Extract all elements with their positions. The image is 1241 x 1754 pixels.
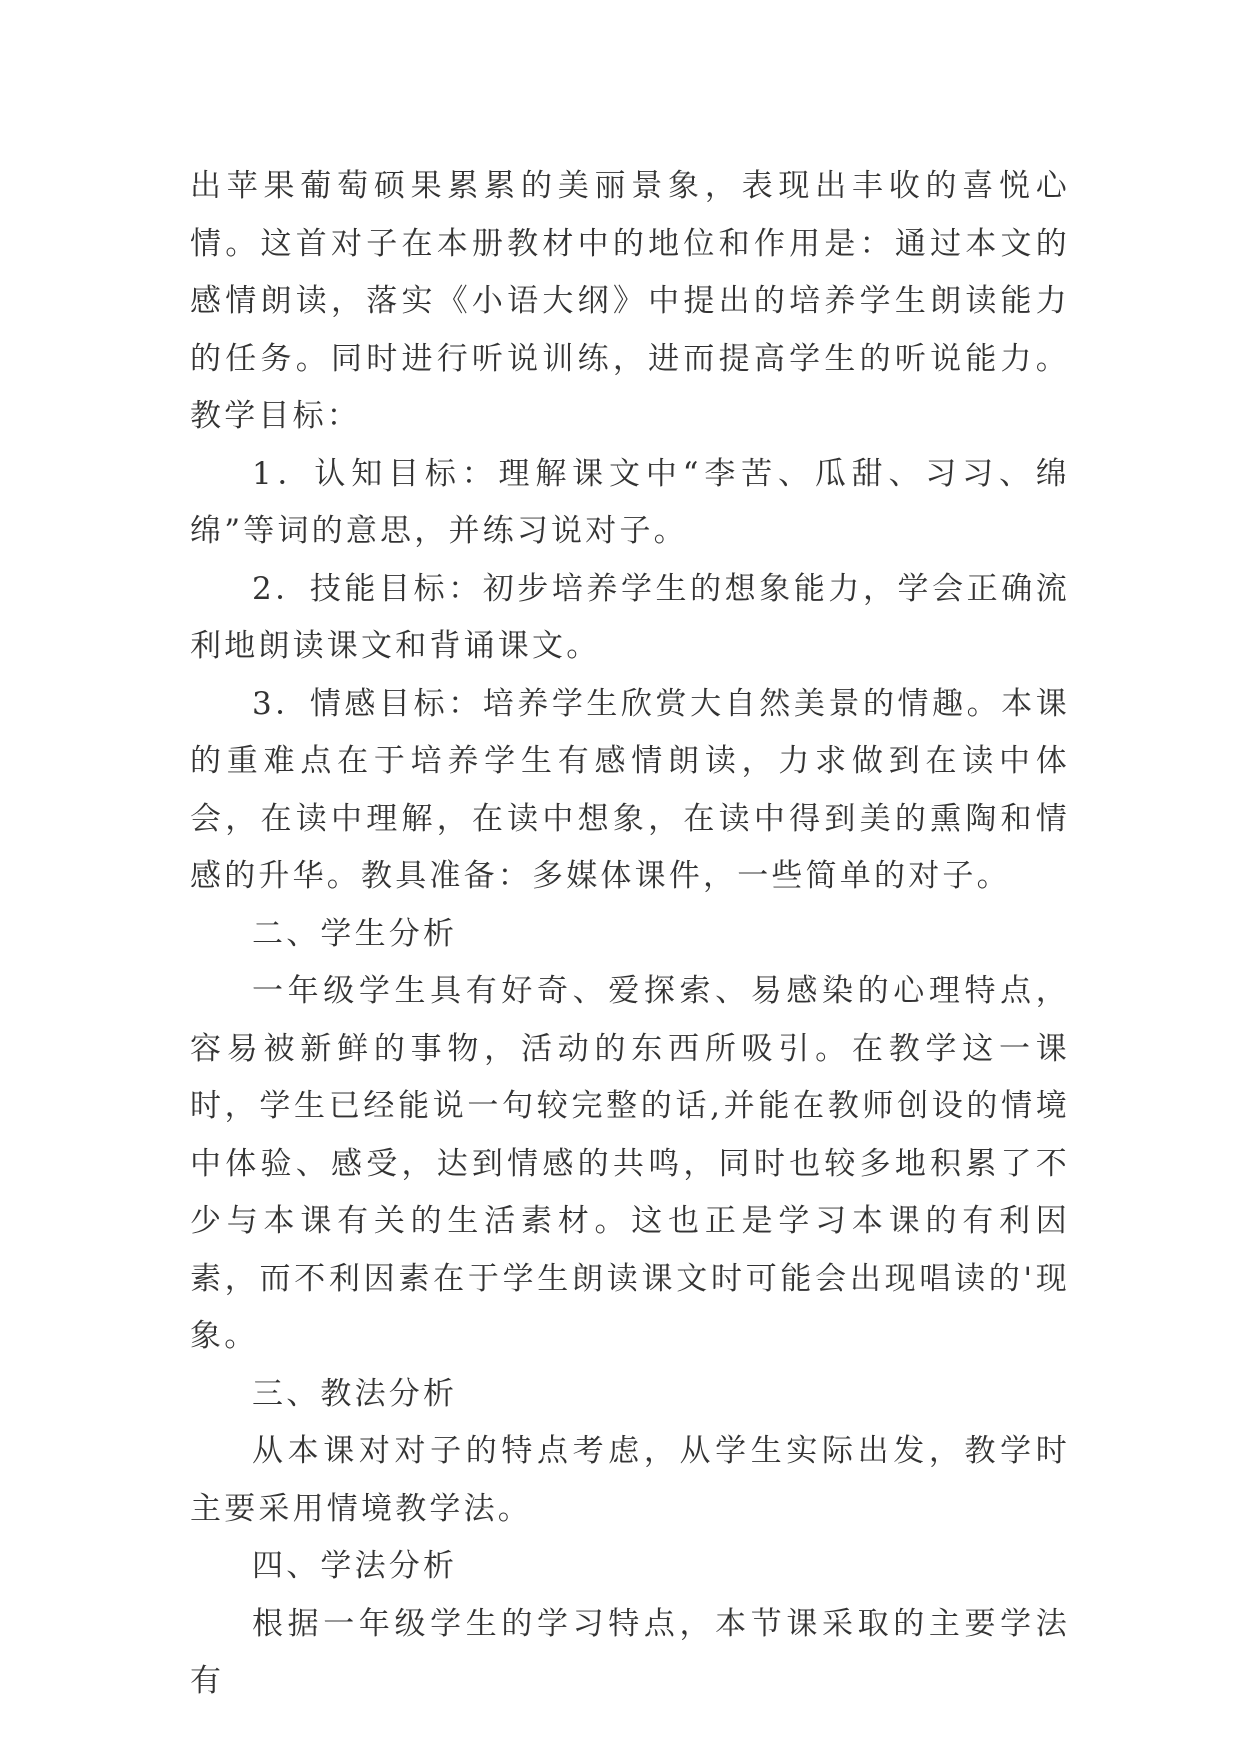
paragraph-goal-emotion: 3．情感目标：培养学生欣赏大自然美景的情趣。本课的重难点在于培养学生有感情朗读，力求做到在读中体会，在读中理解，在读中想象，在读中得到美的熏陶和情感的升华。教具准备：多媒体课件，一些简单的对子。 (190, 685, 1070, 894)
paragraph-learning-method: 根据一年级学生的学习特点，本节课采取的主要学法有 (190, 1605, 1070, 1699)
paragraph-intro: 出苹果葡萄硕果累累的美丽景象，表现出丰收的喜悦心情。这首对子在本册教材中的地位和作用是：通过本文的感情朗读，落实《小语大纲》中提出的培养学生朗读能力的任务。同时进行听说训练，进而提高学生的听说能力。教学目标： (190, 168, 1070, 434)
paragraph-goal-cognitive: 1．认知目标：理解课文中“李苦、瓜甜、习习、绵绵”等词的意思，并练习说对子。 (190, 455, 1070, 549)
section-heading-teaching-method: 三、教法分析 (252, 1375, 458, 1412)
paragraph-teaching-method: 从本课对对子的特点考虑，从学生实际出发，教学时主要采用情境教学法。 (190, 1433, 1070, 1527)
paragraph-student-analysis: 一年级学生具有好奇、爱探索、易感染的心理特点，容易被新鲜的事物，活动的东西所吸引。在教学这一课时，学生已经能说一句较完整的话,并能在教师创设的情境中体验、感受，达到情感的共鸣，同时也较多地积累了不少与本课有关的生活素材。这也正是学习本课的有利因素，而不利因素在于学生朗读课文时可能会出现唱读的'现象。 (190, 973, 1070, 1354)
document-body (190, 158, 1070, 1711)
section-heading-learning-method: 四、学法分析 (252, 1548, 458, 1584)
section-heading-student-analysis: 二、学生分析 (252, 915, 458, 952)
paragraph-goal-skill: 2．技能目标：初步培养学生的想象能力，学会正确流利地朗读课文和背诵课文。 (190, 570, 1070, 664)
